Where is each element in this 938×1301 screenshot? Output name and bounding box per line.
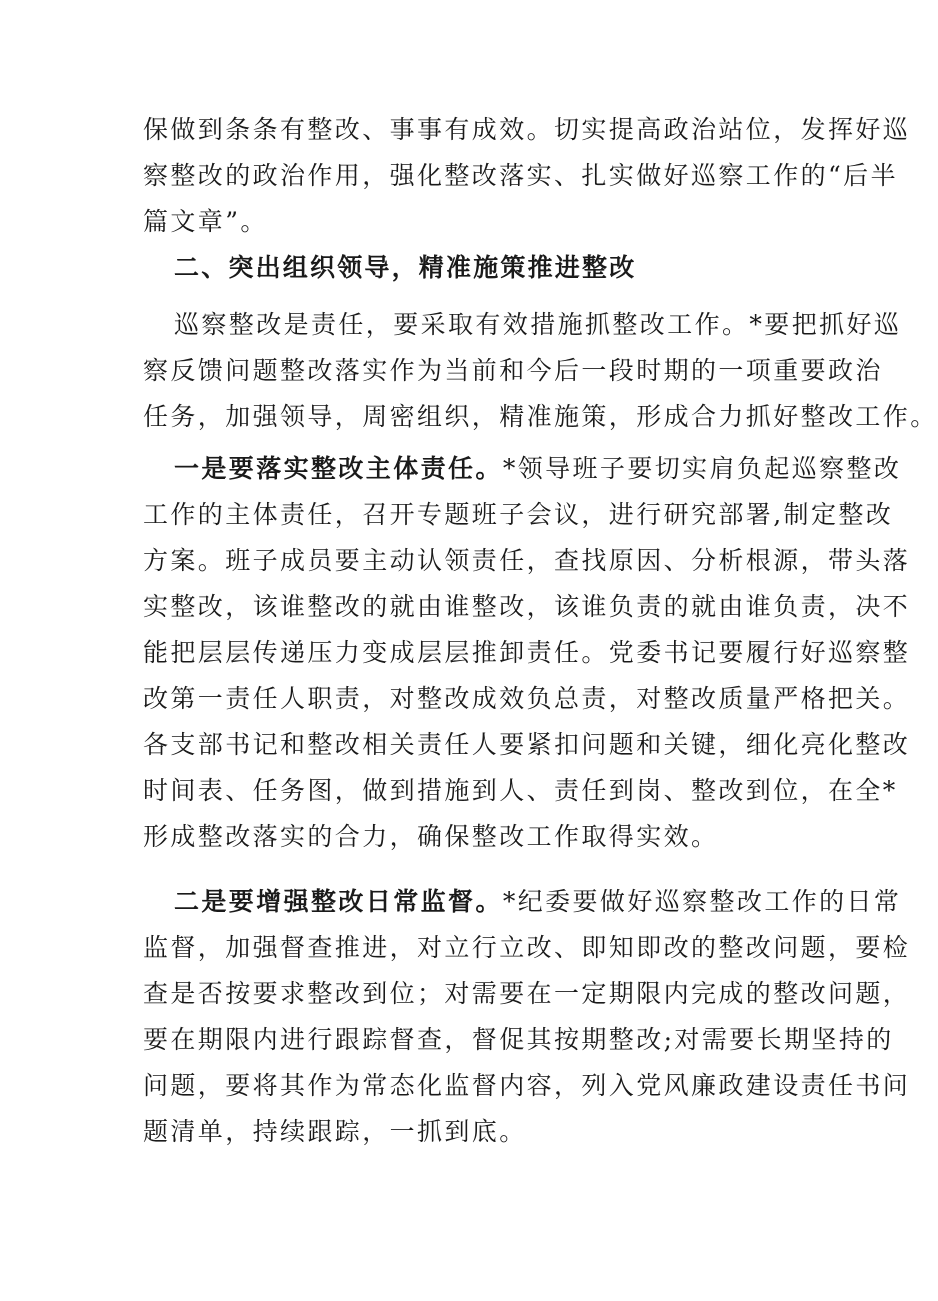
text-line: 问题，要将其作为常态化监督内容，列入党风廉政建设责任书问 — [143, 1071, 911, 1100]
text-line: 实整改，该谁整改的就由谁整改，该谁负责的就由谁负责，决不 — [143, 592, 911, 621]
text-line: 察反馈问题整改落实作为当前和今后一段时期的一项重要政治 — [143, 356, 883, 385]
text-line: 要在期限内进行跟踪督查，督促其按期整改;对需要长期坚持的 — [143, 1025, 894, 1054]
paragraph-2 — [143, 302, 938, 440]
text-line: 查是否按要求整改到位；对需要在一定期限内完成的整改问题， — [143, 979, 911, 1008]
text-line: 任务，加强领导，周密组织，精准施策，形成合力抓好整改工作。 — [143, 402, 938, 431]
text-line: 方案。班子成员要主动认领责任，查找原因、分析根源，带头落 — [143, 546, 911, 575]
text-line: 察整改的政治作用，强化整改落实、扎实做好巡察工作的“后半 — [143, 161, 898, 190]
text-line: 题清单，持续跟踪，一抓到底。 — [143, 1117, 527, 1146]
section-heading-text: 二、突出组织领导，精准施策推进整改 — [174, 253, 637, 282]
text-line: 监督，加强督查推进，对立行立改、即知即改的整改问题，要检 — [143, 933, 911, 962]
text-line: 巡察整改是责任，要采取有效措施抓整改工作。*要把抓好巡 — [174, 310, 902, 339]
text-line — [143, 446, 902, 492]
text-line: 时间表、任务图，做到措施到人、责任到岗、整改到位，在全* — [143, 776, 898, 805]
text-line: 篇文章”。 — [143, 207, 268, 236]
text-line: 能把层层传递压力变成层层推卸责任。党委书记要履行好巡察整 — [143, 638, 911, 667]
paragraph-4 — [143, 879, 911, 1155]
section-heading-2 — [143, 245, 793, 291]
text-line: 改第一责任人职责，对整改成效负总责，对整改质量严格把关。 — [143, 684, 911, 713]
paragraph-lead-rest: *领导班子要切实肩负起巡察整改 — [502, 454, 902, 483]
paragraph-1 — [143, 107, 911, 245]
text-line — [143, 879, 902, 925]
paragraph-3 — [143, 446, 911, 860]
text-line: 形成整改落实的合力，确保整改工作取得实效。 — [143, 822, 719, 851]
text-line: 工作的主体责任，召开专题班子会议，进行研究部署,制定整改 — [143, 500, 894, 529]
paragraph-lead: 一是要落实整改主体责任。 — [174, 454, 503, 483]
paragraph-lead-rest: *纪委要做好巡察整改工作的日常 — [502, 887, 902, 916]
text-line: 保做到条条有整改、事事有成效。切实提高政治站位，发挥好巡 — [143, 115, 911, 144]
text-line: 各支部书记和整改相关责任人要紧扣问题和关键，细化亮化整改 — [143, 730, 911, 759]
paragraph-lead: 二是要增强整改日常监督。 — [174, 887, 503, 916]
